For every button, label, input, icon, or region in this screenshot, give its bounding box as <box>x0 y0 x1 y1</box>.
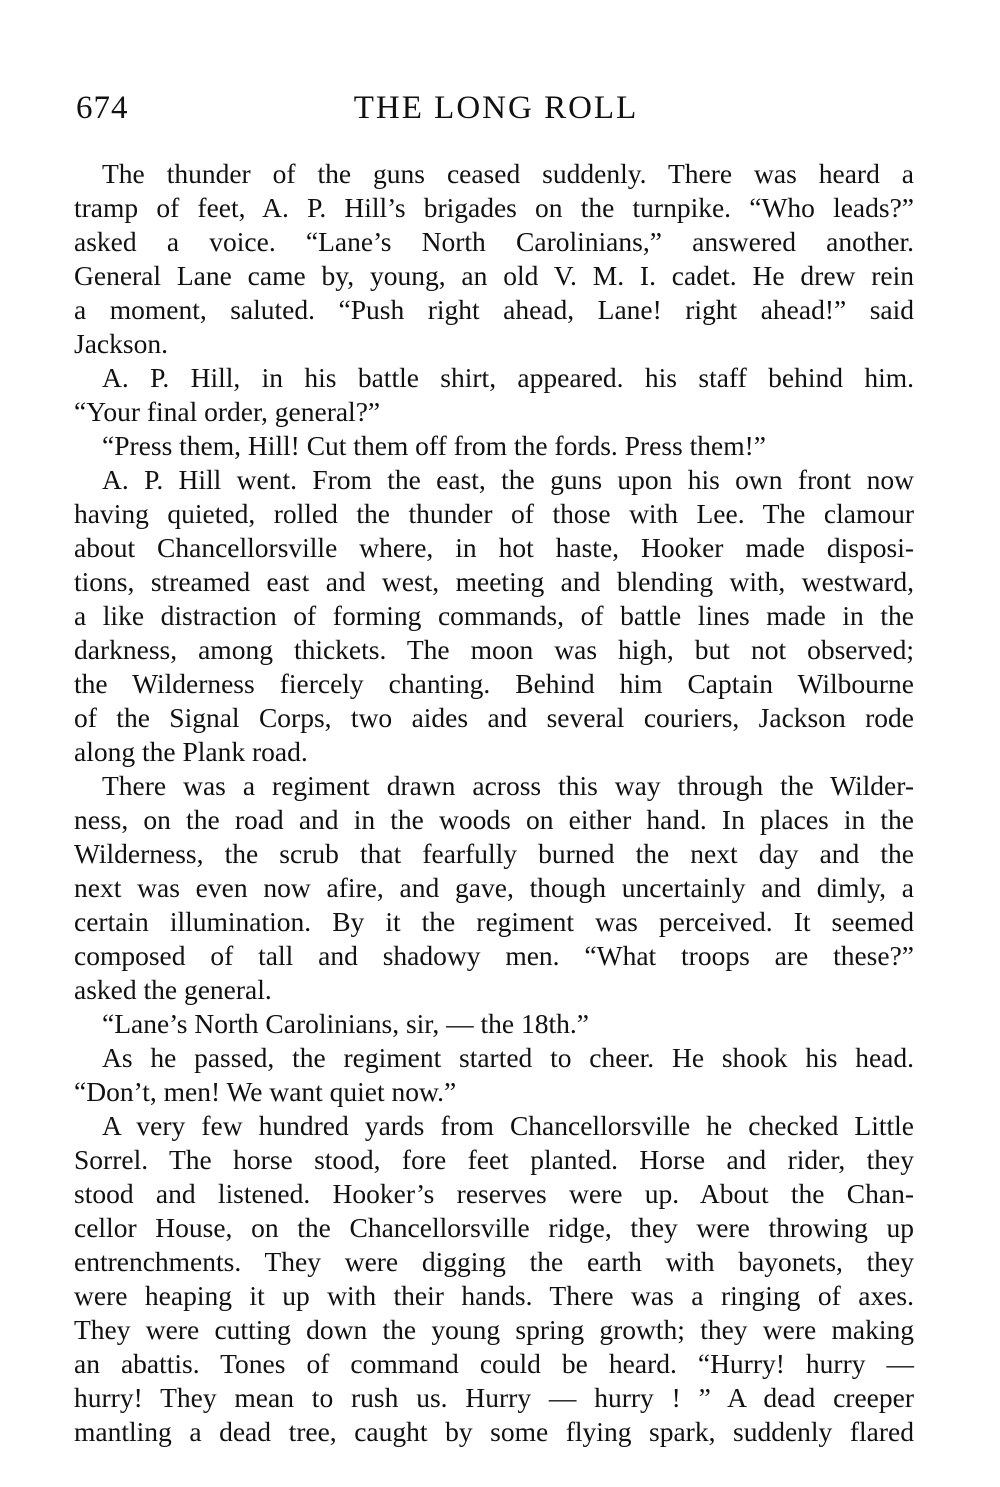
text-line: A very few hundred yards from Chancellorsville he checked Little <box>102 1110 914 1141</box>
text-line: stood and listened. Hooker’s reserves were up. About the Chan- <box>74 1178 914 1209</box>
text-line: A. P. Hill, in his battle shirt, appeared. his staff behind him. <box>102 362 914 393</box>
text-line: “Press them, Hill! Cut them off from the fords. Press them!” <box>102 430 766 461</box>
text-line: General Lane came by, young, an old V. M. I. cadet. He drew rein <box>74 260 914 291</box>
text-line: A. P. Hill went. From the east, the guns upon his own front now <box>102 464 914 495</box>
text-line: ness, on the road and in the woods on either hand. In places in the <box>74 804 914 835</box>
text-line: Sorrel. The horse stood, fore feet planted. Horse and rider, they <box>74 1144 914 1175</box>
text-line: of the Signal Corps, two aides and several couriers, Jackson rode <box>74 702 914 733</box>
text-line: next was even now afire, and gave, though uncertainly and dimly, a <box>74 872 914 903</box>
text-line: about Chancellorsville where, in hot haste, Hooker made disposi- <box>74 532 914 563</box>
text-line: certain illumination. By it the regiment was perceived. It seemed <box>74 906 914 937</box>
page-header <box>76 86 916 130</box>
running-title: THE LONG ROLL <box>353 90 639 126</box>
text-line: composed of tall and shadowy men. “What troops are these?” <box>74 940 914 971</box>
text-line: Jackson. <box>74 328 168 359</box>
text-line: entrenchments. They were digging the earth with bayonets, they <box>74 1246 914 1277</box>
text-line: were heaping it up with their hands. There was a ringing of axes. <box>74 1280 914 1311</box>
text-line: The thunder of the guns ceased suddenly. There was heard a <box>102 158 914 189</box>
text-line: darkness, among thickets. The moon was high, but not observed; <box>74 634 914 665</box>
text-line: the Wilderness fiercely chanting. Behind him Captain Wilbourne <box>74 668 914 699</box>
text-line: along the Plank road. <box>74 736 308 767</box>
text-line: asked a voice. “Lane’s North Carolinians,” answered another. <box>74 226 914 257</box>
text-line: an abattis. Tones of command could be heard. “Hurry! hurry — <box>74 1348 914 1379</box>
text-line: a moment, saluted. “Push right ahead, Lane! right ahead!” said <box>74 294 914 325</box>
text-line: There was a regiment drawn across this way through the Wilder- <box>102 770 914 801</box>
text-line: “Lane’s North Carolinians, sir, — the 18th.” <box>102 1008 589 1039</box>
text-line: asked the general. <box>74 974 272 1005</box>
text-line: having quieted, rolled the thunder of those with Lee. The clamour <box>74 498 914 529</box>
text-line: tramp of feet, A. P. Hill’s brigades on the turnpike. “Who leads?” <box>74 192 914 223</box>
text-line: They were cutting down the young spring growth; they were making <box>74 1314 914 1345</box>
text-line: “Your final order, general?” <box>74 396 381 427</box>
text-line: “Don’t, men! We want quiet now.” <box>74 1076 457 1107</box>
page-number: 674 <box>76 90 129 126</box>
text-line: hurry! They mean to rush us. Hurry — hurry ! ” A dead creeper <box>74 1382 914 1413</box>
text-line: Wilderness, the scrub that fearfully burned the next day and the <box>74 838 914 869</box>
text-line: a like distraction of forming commands, of battle lines made in the <box>74 600 914 631</box>
text-line: cellor House, on the Chancellorsville ridge, they were throwing up <box>74 1212 914 1243</box>
text-line: tions, streamed east and west, meeting and blending with, westward, <box>74 566 914 597</box>
text-line: As he passed, the regiment started to cheer. He shook his head. <box>102 1042 914 1073</box>
body-text <box>74 157 914 1449</box>
text-line: mantling a dead tree, caught by some flying spark, suddenly flared <box>74 1416 914 1447</box>
